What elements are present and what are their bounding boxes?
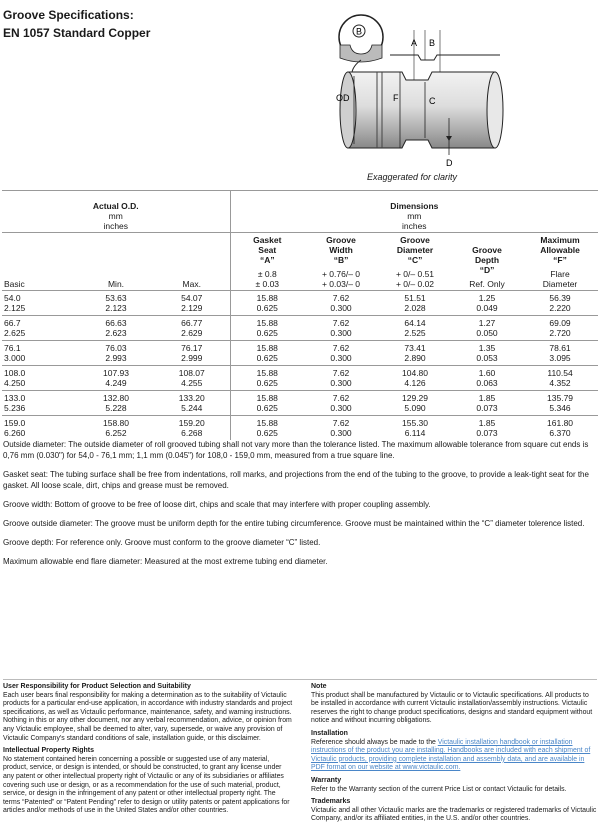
note-groove-od: Groove outside diameter: The groove must be uniform depth for the entire tubing circumference. Groove must be maintained within the “C” diameter tolerence listed. <box>3 519 585 528</box>
cell-b: 7.62 0.300 <box>304 416 378 441</box>
page-subtitle: EN 1057 Standard Copper <box>3 26 151 40</box>
cell-b: 7.62 0.300 <box>304 341 378 366</box>
col-c-header: Groove Diameter “C” + 0/– 0.51 + 0/– 0.02 <box>395 235 435 289</box>
cell-c: 155.30 6.114 <box>378 416 452 441</box>
note-groove-width: Groove width: Bottom of groove to be free of loose dirt, chips and scale that may interfere with proper coupling assembly. <box>3 500 431 509</box>
col-max-header: Max. <box>154 233 230 291</box>
cell-d: 1.85 0.073 <box>452 416 522 441</box>
cell-max: 133.20 5.244 <box>154 391 230 416</box>
installation-link[interactable]: Victaulic installation handbook or installation instructions of the product you are installing. Handbooks are included with each shipment of Victaulic products, providing complete installation and assembly data, and are available in PDF format on our website at www.victaulic.com. <box>311 738 591 772</box>
note-outside-diameter: Outside diameter: The outside diameter of roll grooved tubing shall not vary more than the tolerance listed. The maximum allowable tolerance from square cut ends is 0,76 mm (0.030") for 54,0 - 76,1 mm; 1,1 mm (0.045") for 108,0 - 159,0 mm, measured from a true square line. <box>3 440 589 460</box>
note-title: Note <box>311 683 327 690</box>
cell-f: 56.39 2.220 <box>522 291 598 316</box>
installation-title: Installation <box>311 729 348 737</box>
ip-title: Intellectual Property Rights <box>3 747 95 755</box>
table-row <box>2 366 598 391</box>
installation-text: Reference should always be made to the Victaulic installation handbook or installation instructions of the product you are installing. Handbooks are included with each shipment of Victaulic products, providing complete installation and assembly data, and are available in PDF format on our website at www.victaulic.com. <box>311 738 591 772</box>
groove-spec-table <box>2 190 598 440</box>
notes-section <box>3 439 599 575</box>
dim-od-label: OD <box>336 93 350 103</box>
cell-a: 15.88 0.625 <box>230 391 304 416</box>
cell-f: 135.79 5.346 <box>522 391 598 416</box>
footer-divider <box>3 679 597 680</box>
diagram-caption: Exaggerated for clarity <box>367 172 458 182</box>
col-d-header: Groove Depth “D” Ref. Only <box>469 245 505 289</box>
page-title: Groove Specifications: <box>3 8 134 22</box>
actual-od-header: Actual O.D. mm inches <box>2 191 230 233</box>
cell-d: 1.85 0.073 <box>452 391 522 416</box>
cell-a: 15.88 0.625 <box>230 291 304 316</box>
cell-d: 1.35 0.053 <box>452 341 522 366</box>
dimensions-header: Dimensions mm inches <box>390 201 439 231</box>
table-row <box>2 391 598 416</box>
table-row <box>2 416 598 441</box>
cell-min: 132.80 5.228 <box>78 391 154 416</box>
cell-basic: 76.1 3.000 <box>2 341 78 366</box>
dim-c-label: C <box>429 96 436 106</box>
dim-b-label: B <box>428 38 436 48</box>
col-min-header: Min. <box>107 279 125 289</box>
cell-max: 54.07 2.129 <box>154 291 230 316</box>
cell-basic: 108.0 4.250 <box>2 366 78 391</box>
cell-a: 15.88 0.625 <box>230 341 304 366</box>
dim-d-label: D <box>446 158 453 168</box>
col-a-header: Gasket Seat “A” ± 0.8 ± 0.03 <box>253 235 282 289</box>
cell-f: 161.80 6.370 <box>522 416 598 441</box>
user-resp-text: Each user bears final responsibility for making a determination as to the suitability of Victaulic products for a particular end-use application, in accordance with industry standards and project specifications, as well as Victaulic performance, maintenance, safety, and warning instructions. Nothing in this or any other document, nor any verbal recommendation, advice, or opinion from any Victaulic employee, shall be deemed to alter, vary, supersede, or waive any provision of Victaulic Company's standard conditions of sale, installation guide, or this disclaimer. <box>3 691 293 742</box>
cell-a: 15.88 0.625 <box>230 316 304 341</box>
note-gasket-seat: Gasket seat: The tubing surface shall be free from indentations, roll marks, and projections from the end of the tubing to the groove, to provide a leak-tight seat for the gasket. All loose scale, dirt, chips and grease must be removed. <box>3 470 589 490</box>
footer-right <box>311 683 597 828</box>
cell-basic: 54.0 2.125 <box>2 291 78 316</box>
cell-c: 104.80 4.126 <box>378 366 452 391</box>
cell-min: 53.63 2.123 <box>78 291 154 316</box>
cell-max: 76.17 2.999 <box>154 341 230 366</box>
cell-min: 107.93 4.249 <box>78 366 154 391</box>
col-b-header: Groove Width “B” + 0.76/– 0 + 0.03/– 0 <box>321 235 361 289</box>
cell-b: 7.62 0.300 <box>304 391 378 416</box>
cell-min: 158.80 6.252 <box>78 416 154 441</box>
cell-min: 76.03 2.993 <box>78 341 154 366</box>
note-flare-diameter: Maximum allowable end flare diameter: Measured at the most extreme tubing end diameter. <box>3 557 328 566</box>
trademarks-text: Victaulic and all other Victaulic marks are the trademarks or registered trademarks of Victaulic Company, and/or its affiliated entities, in the U.S. and/or other countries. <box>311 806 597 823</box>
detail-b-label: B <box>355 26 363 37</box>
dim-a-label: A <box>410 38 418 48</box>
table-row <box>2 341 598 366</box>
footer-left <box>3 683 293 820</box>
cell-d: 1.27 0.050 <box>452 316 522 341</box>
cell-basic: 159.0 6.260 <box>2 416 78 441</box>
note-groove-depth: Groove depth: For reference only. Groove must conform to the groove diameter “C” listed. <box>3 538 321 547</box>
cell-c: 64.14 2.525 <box>378 316 452 341</box>
cell-c: 73.41 2.890 <box>378 341 452 366</box>
cell-max: 66.77 2.629 <box>154 316 230 341</box>
cell-f: 69.09 2.720 <box>522 316 598 341</box>
groove-diagram <box>330 10 600 190</box>
cell-b: 7.62 0.300 <box>304 291 378 316</box>
table-row <box>2 316 598 341</box>
warranty-text: Refer to the Warranty section of the current Price List or contact Victaulic for details. <box>311 785 567 793</box>
cell-c: 51.51 2.028 <box>378 291 452 316</box>
cell-max: 108.07 4.255 <box>154 366 230 391</box>
cell-f: 78.61 3.095 <box>522 341 598 366</box>
col-f-header: Maximum Allowable “F” Flare Diameter <box>540 235 580 289</box>
ip-text: No statement contained herein concerning a possible or suggested use of any material, product, service, or design is intended, or should be constructed, to grant any license under any patent or other intellectual property right of Victaulic or any of its subsidiaries or affiliates covering such use or design, or as a recommendation for the use of such material, product, service, or design in the infringement of any patent or other intellectual property right. The terms “Patented” or “Patent Pending” refer to design or utility patents or patent applications for articles and/or methods of use in the United States and/or other countries. <box>3 755 290 815</box>
user-resp-title: User Responsibility for Product Selection and Suitability <box>3 683 191 690</box>
table-row <box>2 291 598 316</box>
cell-b: 7.62 0.300 <box>304 316 378 341</box>
note-text: This product shall be manufactured by Victaulic or to Victaulic specifications. All products to be installed in accordance with current Victaulic installation/assembly instructions. Victaulic reserves the right to change product specifications, designs and standard equipment without notice and without incurring obligations. <box>311 691 593 725</box>
dim-f-label: F <box>393 93 399 103</box>
cell-a: 15.88 0.625 <box>230 366 304 391</box>
cell-f: 110.54 4.352 <box>522 366 598 391</box>
cell-basic: 133.0 5.236 <box>2 391 78 416</box>
warranty-title: Warranty <box>311 776 342 784</box>
col-basic-header: Basic <box>4 279 25 289</box>
cell-c: 129.29 5.090 <box>378 391 452 416</box>
cell-b: 7.62 0.300 <box>304 366 378 391</box>
cell-min: 66.63 2.623 <box>78 316 154 341</box>
trademarks-title: Trademarks <box>311 798 351 806</box>
cell-basic: 66.7 2.625 <box>2 316 78 341</box>
cell-max: 159.20 6.268 <box>154 416 230 441</box>
cell-d: 1.25 0.049 <box>452 291 522 316</box>
cell-a: 15.88 0.625 <box>230 416 304 441</box>
cell-d: 1.60 0.063 <box>452 366 522 391</box>
